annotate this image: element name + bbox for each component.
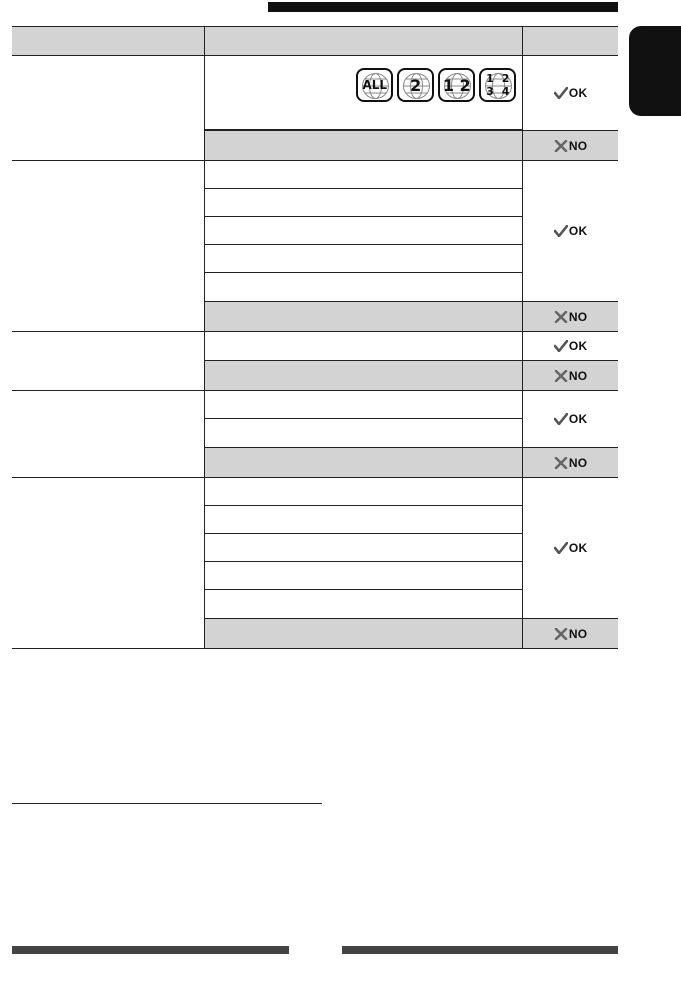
region-code-icons [205,56,522,130]
sub-row [205,217,522,245]
footer-bar-left [12,946,289,954]
check-icon [554,340,568,352]
disc-digit: 1 [486,72,494,85]
disc-digit: 2 [501,72,510,85]
check-icon [554,542,568,554]
table-group [12,56,618,161]
cross-icon [554,140,568,152]
no-badge [554,310,588,324]
sub-row [205,273,522,301]
footer-bar-right [342,946,618,954]
group-label [12,332,204,390]
no-label: NO [568,309,588,324]
no-badge [554,139,588,153]
no-label: NO [568,368,588,383]
no-row [205,619,618,648]
ok-label: OK [568,86,588,100]
ok-badge [554,224,588,238]
header-cell-1 [12,27,204,55]
region-all-icon [356,68,393,102]
no-row [205,361,618,390]
sub-row [205,478,522,506]
result-cell [522,302,618,331]
no-label: NO [568,626,588,641]
ok-badge [554,541,588,555]
table-group [12,391,618,478]
result-cell [522,478,618,618]
sub-row [205,189,522,217]
sub-row [205,590,522,618]
no-badge [554,456,588,470]
disc-label: 1 2 [442,75,471,95]
header-cell-2 [204,27,522,55]
header-cell-3 [522,27,618,55]
sub-row [205,161,522,189]
disc-digit: 3 [486,85,494,98]
cross-icon [554,457,568,469]
sub-row [205,419,522,447]
ok-label: OK [568,541,588,555]
ok-badge [554,412,588,426]
table-group [12,478,618,649]
disc-digit: 4 [501,85,510,98]
result-cell [522,361,618,390]
ok-label: OK [568,412,588,426]
result-cell [522,332,618,360]
result-cell [522,161,618,301]
footnote-divider [12,803,322,804]
no-badge [554,627,588,641]
result-cell [522,448,618,477]
sub-row [205,534,522,562]
cross-icon [554,628,568,640]
result-cell [522,619,618,648]
region-1-2-icon [438,68,475,102]
disc-label: 2 [410,75,422,95]
group-label [12,478,204,648]
group-label [12,56,204,160]
header-bar [268,2,618,12]
group-label [12,161,204,331]
table-group [12,332,618,391]
no-label: NO [568,138,588,153]
sub-row [205,245,522,273]
no-row [205,302,618,331]
language-tab [629,26,681,116]
ok-badge [554,86,588,100]
no-row [205,448,618,477]
region-1-2-3-4-icon [479,68,516,102]
no-label: NO [568,455,588,470]
cross-icon [554,370,568,382]
group-label [12,391,204,477]
table-group [12,161,618,332]
result-cell [522,391,618,447]
no-row [205,131,618,160]
ok-label: OK [568,339,588,353]
result-cell [522,56,618,130]
check-icon [554,225,568,237]
check-icon [554,413,568,425]
cross-icon [554,311,568,323]
sub-row [205,562,522,590]
table-header [12,27,618,56]
disc-label: ALL [362,78,388,92]
sub-row [205,506,522,534]
sub-row [205,391,522,419]
ok-label: OK [568,224,588,238]
compatibility-table [12,26,618,649]
no-badge [554,369,588,383]
check-icon [554,87,568,99]
sub-row [205,332,522,360]
ok-badge [554,339,588,353]
result-cell [522,131,618,160]
region-2-icon [397,68,434,102]
